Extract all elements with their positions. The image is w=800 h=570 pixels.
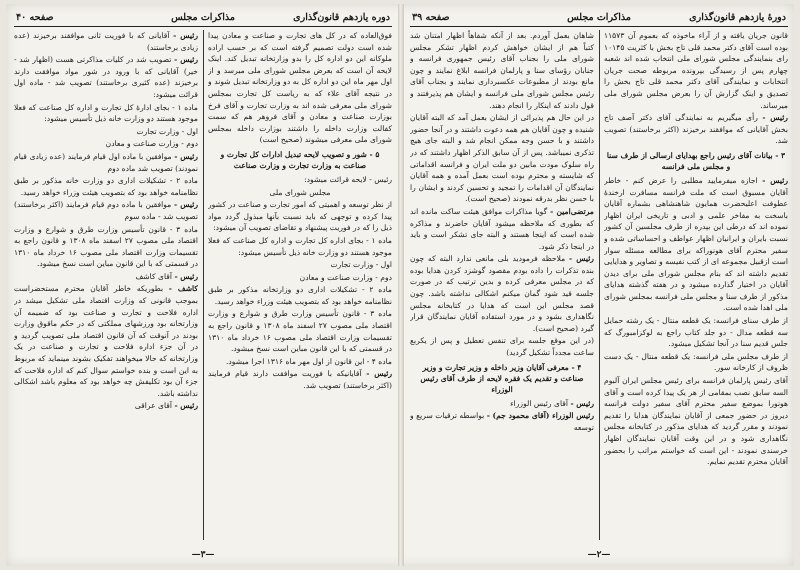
book-spread [6, 4, 794, 566]
speaker-name: رئیس - [174, 200, 198, 210]
section-heading: ۴ - معرفی آقایان وزیر داخله و وزیر تجارت و وزیر صناعت و تقدیم یک فقره لایحه از طرف آقای رئیس الوزراء [420, 362, 584, 394]
speaker-name: رئیس - [174, 401, 198, 411]
paragraph [208, 308, 392, 354]
paragraph-text: دوم - وزارت صناعت و معادن [299, 272, 392, 282]
paragraph-text: ماده ۴ - این قانون از اول مهر ماه ۱۳۱۶ اجرا میشود. [225, 356, 392, 366]
right-page-right-column [604, 30, 788, 540]
speaker-name: رئیس - [173, 31, 198, 40]
paragraph-text: تصویب شد در کلیات مذاکرتی هست (اظهار شد - خیر) آقایانی که با ورود در شور مواد موافقت دارند برخیزند (عده کثیری برخاستند) تصویب شد - ماده اول قرائت میشود: [14, 55, 198, 99]
header-title: دوره یازدهم قانون‌گذاری [293, 12, 390, 23]
paragraph-text: از طرف مجلس ملی فرانسه: یک قطعه منتال - یک دست ظروف از کارخانه سور. [604, 351, 788, 373]
left-page-left-column [14, 30, 198, 540]
paragraph [208, 187, 392, 199]
speaker-name: رئیس - [762, 113, 788, 123]
paragraph [14, 271, 198, 283]
paragraph-text: بطوریکه خاطر آقایان محترم مستحضراست بموجب قانونی که وزارت اقتصاد ملی تشکیل میشد در اداره فلاحت و تجارت و صناعت بود که ضمیمه آن وزارتخانه بود ورزشهای مملکتی که در حکم ماقوق وزارت بودند در آنوقت که آن قانون اقتصاد ملی تصویب گردید و در آن جزء اداره فلاحت و تجارت و صناعت در یک وزارتخانه که حالا میخواهند تفکیک بشوند مینماید که مربوط به این است و بنده خواستم سوال کنم که اداره فلاحت که جزء آن بود تکلیفش چه خواهد بود که معلوم باشد اشکالی نداشته باشد. [14, 284, 198, 398]
paragraph-text: شاهان بعمل آوردم. بعد از آنکه شفاهاً اظهار امتنان شد کتباً هم از ایشان خواهش کردم اظهار تشکر مجلس شورای ملی را بجناب آقای رئیس جمهوری فرانسه و جنابان رؤسای سنا و پارلمان فرانسه ابلاغ نمایند و چون مانع بودند از مطبوعات عکسبرداری نمایند و بجناب آقای رئیس مجلس شورای ملی فرانسه و ایشان هم پذیرفتند و قول دادند که اینکار را انجام دهند. [410, 31, 594, 110]
speaker-name: رئیس - [762, 175, 788, 185]
paragraph-text: آقای کاشف [135, 271, 173, 281]
paragraph [410, 335, 594, 358]
paragraph [14, 102, 198, 125]
header-section: مذاکرات مجلس [171, 12, 235, 23]
speaker-name: رئیس الوزراء (آقای محمود جم) - [486, 411, 594, 421]
paragraph-text: ماده ۱ - بجای ادارهٔ کل تجارت و اداره کل صناعت که فعلا موجود هستند دو وزارت خانه ذیل تأسیس میشود: [14, 102, 198, 124]
paragraph [208, 368, 392, 391]
paragraph [14, 54, 198, 100]
paragraph [14, 138, 198, 150]
paragraph [14, 400, 198, 412]
paragraph [410, 253, 594, 334]
paragraph [604, 30, 788, 111]
paragraph [604, 175, 788, 314]
column-divider [599, 30, 600, 540]
paragraph-text: در این حال هم پذیرائی از ایشان بعمل آمد که البته آقایان شنیده و چون آقایان هم همه دعوت داشتند و در آنجا حضور داشتند و با حسن وجه ممکن انجام شد و البته جای هیچ تذکری نمیباشد. پس از آن سابق الذکر اظهار داشتند که در راه سلوک مودت مابین دو ملت ایران و فرانسه اقداماتی که شایسته و محترم بوده است بعمل آمده و همه آقایان نمایندگان آن اقدامات را تمجید و تحسین کردند و ایشان را با حسن نظر بدرقه نمودند (صحیح است). [410, 113, 594, 204]
speaker-name: رئیس - [174, 55, 198, 65]
paragraph [208, 272, 392, 284]
paragraph-text: آقای عراقی [134, 401, 173, 411]
left-page-right-column [208, 30, 392, 540]
paragraph-text: موافقین با ماده دوم قیام فرمایند (اکثر برخاستند) تصویب شد - ماده سوم [14, 200, 198, 221]
paragraph [604, 351, 788, 374]
paragraph-text: موافقین با ماده اول قیام فرمایند (عده زیادی قیام نمودند) تصویب شد ماده دوم [14, 151, 198, 173]
paragraph-text: آقایانی که با فوریت ثانی موافقند برخیزند (عده زیادی برخاستند) [14, 31, 198, 52]
paragraph-text: فوق‌العاده که در کل های تجارت و صناعت و معادن پیدا شده است دولت تصمیم گرفته است که بر حسب اراده ملوکانه این دو اداره کل را بدو وزارتخانه تبدیل کند. اینک لایحه آن است که بعرض مجلس شورای ملی میرسد و از اول مهر ماه این دو اداره کل به دو وزارتخانه تبدیل شوند و در نتیجه آقای علاء که به ریاست کل تجارت بمجلس شورای ملی معرفی شده اند به وزارت تجارت و آقای فرخ بوزارت صناعت و معادن و آقای فروهر هم که سمت کفالت وزارت داخله را داشتند بوزارت داخله بمجلس شورای ملی معرفی میشوند (صحیح است) [208, 31, 392, 145]
paragraph-text: آقای رئیس پارلمان فرانسه برای رئیس مجلس ایران آلبوم السه سابق نصب بمقامی از هر یک پیدا کرده است و آقای هونورا بموضع سفیر محترم آقای سفیر دولت فرانسه دیروز در حضور جمعی از آقایان نمایندگان هدایا را تقدیم نمودند و مقرر گردید که هدایای مذکور در کتابخانه مجلس نگاهداری شود و در این وقت آقایان نمایندگان اظهار خرسندی نمودند - این است که خواستم مراتب را بحضور آقایان محترم تقدیم نمایم. [604, 376, 788, 467]
speaker-name: رئیس - [569, 254, 594, 264]
paragraph [410, 398, 594, 410]
paragraph [14, 199, 198, 222]
paragraph-text: اجازه میفرمایید مطلبی را عرض کنم - خاطر آقایان مسبوق است که ملت فرانسه مسافرت ارخندهٔ عطوفت اعلیحضرت همایون شاهنشاهی بشماره آقایان باسخت به مفاخر علمی و ادبی و تاریخی ایران اظهار نموده اند که درطی این بپدره از طرف مجلسین آن کشور نسبت بایران و ایرانیان اظهار عواطف و احساساتی شده و سفیر محترم آقای هونوراکه برای مطالعه مسئله سوار است ازقبیل مجموعه ای از کتب نفیسه و تصاویر و هدایایی تقدیم داشته اند که بنام مجلس شورای ملی برای دیدن آقایان در اختیار گذارده میشود و در هفته گذشته هدایای مذکور از طرف سنا و مجلس ملی فرانسه بمجلس شورای ملی اهدا شده است. [604, 175, 788, 313]
paragraph-text: گویا مذاکرات موافق هیئت ساکت مانده اند که بطوری که ملاحظه میشود آقایان حاضرند و مذاکره شده است که اینجا هستند و البته جای تشکر است و باید در اینجا ذکر شود. [410, 206, 594, 251]
paragraph [14, 126, 198, 138]
paragraph-text: بواسطه ترقیات سریع و توسعه [410, 411, 594, 432]
right-page-header [410, 10, 788, 27]
paragraph [208, 199, 392, 234]
paragraph-text: دوم - وزارت صناعت و معادن [105, 139, 198, 149]
header-page-number: صفحه ۳۹ [412, 12, 450, 23]
paragraph [208, 30, 392, 146]
paragraph [410, 30, 594, 111]
speaker-name: مرتضی‌امین - [550, 206, 594, 216]
header-page-number: صفحه ۴۰ [16, 12, 54, 23]
right-page [406, 4, 792, 566]
paragraph-text: ماده ۲ - تشکیلات اداری دو وزارتخانه مذکور بر طبق نظامنامه خواهد بود که بتصویب هیئت وزراء خواهد رسید. [208, 285, 392, 306]
paragraph [14, 283, 198, 399]
paragraph-text: (در این موقع جلسه برای تنفس تعطیل و پس از یکربع ساعت مجدداً تشکیل گردید) [410, 336, 594, 358]
paragraph-text: ماده ۱ - بجای اداره کل تجارت و اداره کل صناعت که فعلا موجود هستند دو وزارت خانه ذیل تأسیس میشود: [208, 235, 392, 257]
paragraph [410, 112, 594, 205]
header-title: دورهٔ یازدهم قانون‌گذاری [689, 12, 786, 23]
paragraph-text: از نظر توسعه و اهمیتی که امور تجارت و صناعت در کشور پیدا کرده و توجهی که باید نسبت بآنها مبذول گردد مواد ذیل را که در فوریت پیشنهاد و تقاضای تصویب آن میشود: [208, 200, 392, 233]
right-page-footer: —۲— [587, 550, 611, 560]
paragraph [14, 30, 198, 53]
speaker-name: رئیس - [366, 369, 392, 379]
paragraph [14, 175, 198, 198]
paragraph [410, 410, 594, 433]
paragraph-text: آقای رئیس الوزراء [510, 398, 569, 408]
section-heading: ۳ - بیانات آقای رئیس راجع بهدایای ارسالی از طرف سنا و مجلس ملی فرانسه [606, 150, 786, 171]
paragraph-text: قانون جریان یافته و از آراء ماخوذه که بعموم آن ۱۱۵۷۳ بوده است آقای دکتر محمد قلی تاج بخش با کثریت ۱۰۱۴۵ رای بنمایندگی مجلس شورای ملی انتخاب شده اند شعبه چهارم پس از رسیدگی بپرونده مربوطه صحت جریان انتخابات و نمایندگی آقای دکتر محمد قلی تاج بخش را تصدیق و اینک گزارش آن را بعرض مجلس شورای ملی میرساند. [604, 31, 788, 110]
paragraph [604, 315, 788, 350]
paragraph [208, 259, 392, 271]
paragraph-text: مجلس شورای ملی [269, 187, 331, 197]
paragraph-text: ماده ۳ - قانون تأسیس وزارت طرق و شوارع و وزارت اقتصاد ملی مصوب ۲۷ اسفند ماه ۱۳۰۸ و قانون راجع به تقسیمات وزارت اقتصاد ملی مصوب ۱۶ خرداد ماه ۱۳۱۰ در قسمتی که با این قانون مباین است نسخ میشود. [14, 224, 198, 269]
speaker-name: کاشف - [168, 284, 198, 294]
book-gutter [398, 4, 404, 566]
paragraph-text: رأی میگیریم به نمایندگی آقای دکتر آصف تاج بخش آقایانی که موافقند برخیزند (اکثر برخاستند) تصویب شد. [604, 113, 788, 146]
paragraph [208, 284, 392, 307]
paragraph-text: رئیس - لایحه قرائت میشود: [304, 174, 392, 184]
paragraph-text: ماده ۲ - تشکیلات اداری دو وزارت خانه مذکور بر طبق نظامنامه خواهد بود که بتصویب هیئت وزراء خواهد رسید. [14, 176, 198, 197]
paragraph-text: آقایانیکه با فوریت موافقت دارند قیام فرمایند (اکثر برخاستند) تصویب شد. [208, 369, 392, 391]
left-page-header [14, 10, 392, 27]
paragraph-text: از طرف سنای فرانسه: یک قطعه منتال - یک رشته حمایل سه قطعه مدال - دو جلد کتاب راجع به لوکزامبورگ که جلس قدیم سنا در آنجا تشکیل میشود. [604, 316, 788, 349]
speaker-name: رئیس - [174, 151, 198, 161]
paragraph-text: ملاحظه فرمودید بلی مانعی ندارد البته که چون بنده تذکرات را داده بودم مقصود گوشزد کردن هدایا بوده که در مجلس معرفی کرده و بدین ترتیب که در صورت جلسه قید شود گمان میکنم اشکالی نداشته باشد. چون قصد مجلس این است که هدایا در کتابخانه مجلس نگاهداری بشود و در مورد استفاده آقایان نمایندگان قرار گیرد (صحیح است). [410, 254, 594, 333]
paragraph [208, 356, 392, 368]
left-page-footer: —۳— [191, 550, 215, 560]
paragraph [604, 375, 788, 468]
paragraph [14, 151, 198, 174]
paragraph-text: ماده ۳ - قانون تأسیس وزارت طرق و شوارع و وزارت اقتصاد ملی مصوب ۲۷ اسفند ماه ۱۳۰۸ و قانون راجع به تقسیمات وزارت اقتصاد ملی مصوب ۱۶ خرداد ماه ۱۳۱۰ در قسمتی که با این قانون مباین است نسخ میشود. [208, 309, 392, 354]
paragraph-text: اول - وزارت تجارت [136, 126, 198, 136]
right-page-left-column [410, 30, 594, 540]
column-divider [203, 30, 204, 540]
speaker-name: رئیس - [570, 398, 594, 408]
speaker-name: رئیس - [174, 271, 198, 281]
left-page [10, 4, 396, 566]
paragraph [604, 112, 788, 147]
header-section: مذاکرات مجلس [567, 12, 631, 23]
paragraph [410, 206, 594, 252]
paragraph [208, 174, 392, 186]
paragraph [208, 235, 392, 258]
paragraph-text: اول - وزارت تجارت [330, 260, 392, 270]
paragraph [14, 224, 198, 270]
section-heading: ۵ - شور و تصویب لایحه تبدیل ادارات کل تجارت و صناعت به وزارت تجارت و وزارت صناعت [220, 149, 380, 170]
